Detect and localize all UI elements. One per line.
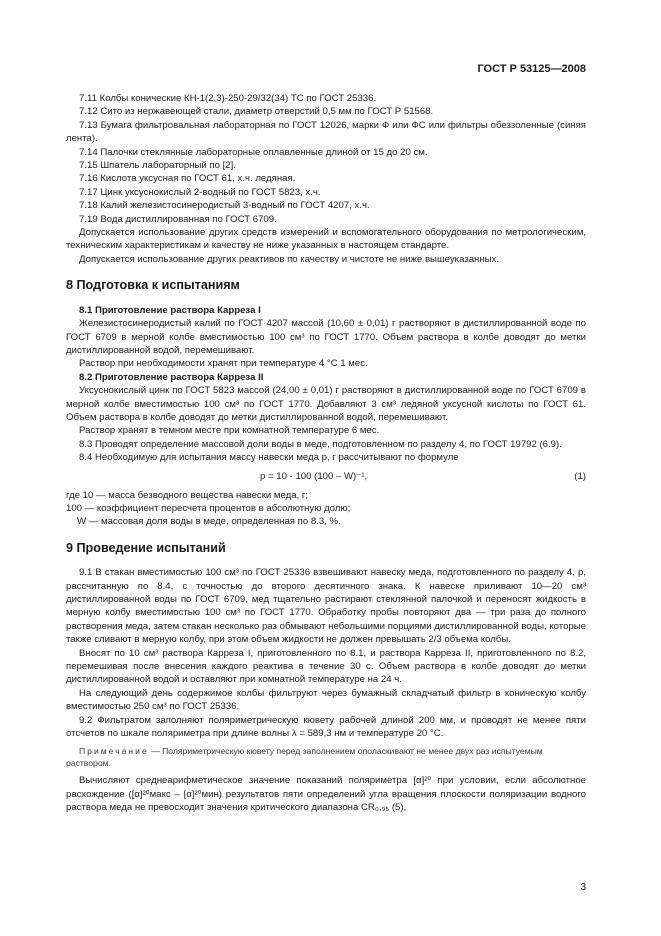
- paragraph: 9.2 Фильтратом заполняют поляриметрическую кювету рабочей длиной 200 мм, и проводят не менее пяти отсчетов по шкале поляриметра при длине волны λ = 589,3 нм и температуре 20 °С.: [66, 714, 586, 740]
- formula-expression: p = 10 · 100 (100 – W)⁻¹,: [260, 470, 368, 482]
- document-header: ГОСТ Р 53125—2008: [477, 63, 586, 75]
- section-8-heading: 8 Подготовка к испытаниям: [66, 278, 240, 293]
- note: [66, 745, 586, 769]
- list-item: 7.13 Бумага фильтровальная лабораторная по ГОСТ 12026, марки Ф или ФС или фильтры обеззоленные (синяя лента).: [66, 119, 586, 145]
- list-item: 7.15 Шпатель лабораторный по [2].: [79, 160, 236, 172]
- subsection-heading: 8.1 Приготовление раствора Карреза I: [79, 304, 261, 316]
- paragraph: 9.1 В стакан вместимостью 100 см³ по ГОСТ 25336 взвешивают навеску меда, подготовленного по разделу 4, p, рассчитанную по 8.4, с точностью до второго десятичного знака. К навеске приливают 10—20 см³ дистиллированной воды по ГОСТ 6709, мед тщательно растирают стеклянной палочкой и переносят жидкость в мерную колбу вместимостью 100 см³ по ГОСТ 1770. Обработку пробы повторяют два — три раза до полного растворения меда, затем стакан несколько раз обмывают небольшими порциями дистиллированной воды, которые также сливают в мерную колбу, при этом объем жидкости не должен превышать 2/3 объема колбы.: [66, 567, 586, 646]
- page-body: [66, 62, 586, 815]
- paragraph: Раствор при необходимости хранят при температуре 4 °С 1 мес.: [79, 358, 368, 370]
- paragraph: Железистосинеродистый калий по ГОСТ 4207 массой (10,60 ± 0,01) г растворяют в дистиллированной воде по ГОСТ 6709 в мерной колбе вместимостью 100 см³ по ГОСТ 1770. Объем раствора в колбе доводят до метки дистиллированной водой, перемешивают.: [66, 318, 586, 356]
- paragraph: Допускается использование других средств измерений и вспомогательного оборудования по метрологическим, техническим характеристикам и качеству не ниже указанных в настоящем стандарте.: [66, 227, 586, 252]
- formula-number: (1): [574, 470, 586, 482]
- note-label: Примечание: [79, 746, 149, 757]
- paragraph: Уксуснокислый цинк по ГОСТ 5823 массой (24,00 ± 0,01) г растворяют в дистиллированной воде по ГОСТ 6709 в мерной колбе вместимостью 100 см³ по ГОСТ 1770. Добавляют 3 см³ ледяной уксусной кислоты по ГОСТ 61. Объем раствора в колбе доводят до метки дистиллированной водой, перемешивают.: [66, 385, 586, 423]
- section-9-heading: 9 Проведение испытаний: [66, 540, 226, 555]
- paragraph: Допускается использование других реактивов по качеству и чистоте не ниже вышеуказанных.: [79, 253, 499, 265]
- equipment-list: [66, 92, 586, 226]
- paragraph: 8.4 Необходимую для испытания массу навески меда p, г рассчитывают по формуле: [79, 452, 459, 464]
- subsection-heading: 8.2 Приготовление раствора Карреза II: [79, 371, 264, 383]
- list-item: 7.16 Кислота уксусная по ГОСТ 61, х.ч. ледяная.: [79, 173, 296, 185]
- paragraph: На следующий день содержимое колбы фильтруют через бумажный складчатый фильтр в коническую колбу вместимостью 250 см³ по ГОСТ 25336.: [66, 687, 586, 713]
- paragraph: Вносят по 10 см³ раствора Карреза I, приготовленного по 8.1, и раствора Карреза II, приготовленного по 8.2, перемешивая после внесения каждого реактива в течение 30 с. Объем раствора в колбе доводят до метки дистиллированной водой и оставляют при комнатной температуре на 24 ч.: [66, 647, 586, 686]
- list-item: 7.12 Сито из нержавеющей стали, диаметр отверстий 0,5 мм по ГОСТ Р 51568.: [79, 106, 434, 118]
- formula-1: [66, 465, 586, 489]
- where-line: где 10 — масса безводного вещества навески меда, г;: [66, 489, 309, 501]
- page-number: 3: [580, 882, 586, 893]
- list-item: 7.14 Палочки стеклянные лабораторные оплавленные длиной от 15 до 20 см.: [79, 146, 428, 158]
- list-item: 7.19 Вода дистиллированная по ГОСТ 6709.: [79, 213, 277, 225]
- list-item: 7.18 Калий железистосинеродистый 3-водный по ГОСТ 4207, х.ч.: [79, 200, 370, 212]
- paragraph: 8.3 Проводят определение массовой доли воды в меде, подготовленном по разделу 4, по ГОСТ 19792 (6.9).: [79, 438, 562, 450]
- paragraph: Раствор хранят в темном месте при комнатной температуре 6 мес.: [79, 425, 380, 437]
- list-item: 7.11 Колбы конические КН-1(2,3)-250-29/32(34) ТС по ГОСТ 25336.: [79, 93, 377, 104]
- paragraph: Вычисляют среднеарифметическое значение показаний поляриметра [α]²⁰ при условии, если абсолютное расхождение ([α]²⁰макс – [α]²⁰мин) результатов пяти определений угла вращения плоскости поляризации водного раствора меда не превосходит значения критического диапазона CR₀,₉₅ (5),: [66, 775, 586, 814]
- where-line: W — массовая доля воды в меде, определенная по 8.3, %.: [77, 516, 341, 528]
- list-item: 7.17 Цинк уксуснокислый 2-водный по ГОСТ 5823, х.ч.: [79, 186, 321, 198]
- note-text: — Поляриметрическую кювету перед заполнением ополаскивают не менее двух раз испытуемым раствором.: [66, 746, 543, 769]
- where-line: 100 — коэффициент пересчета процентов в абсолютную долю;: [66, 502, 351, 514]
